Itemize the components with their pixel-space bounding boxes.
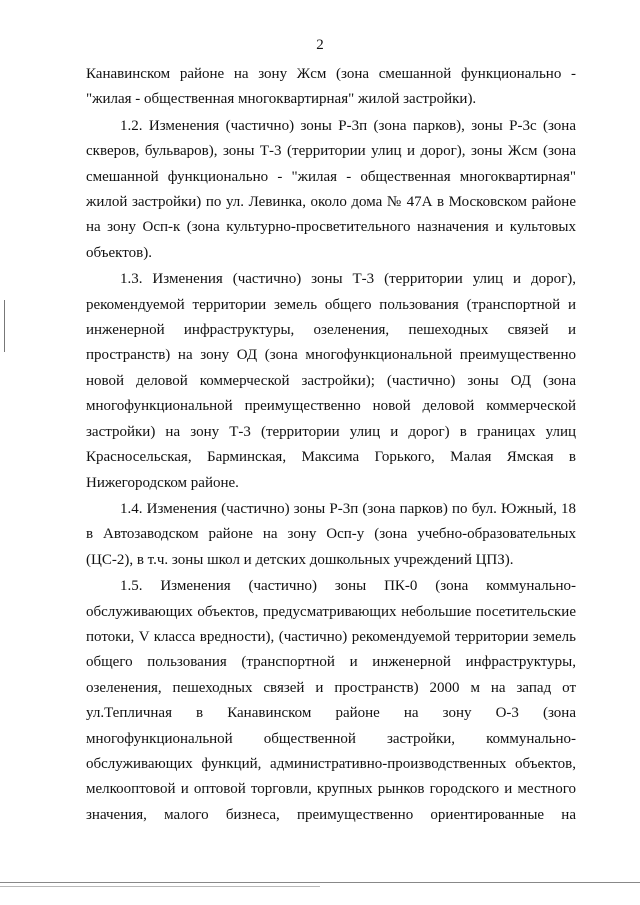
paragraph-continuation: Канавинском районе на зону Жсм (зона смешанной функционально - "жилая - общественная многоквартирная" жилой застройки).	[86, 66, 576, 108]
page-number: 2	[316, 37, 324, 53]
scan-bottom-line	[0, 882, 640, 883]
paragraph-1-4: 1.4. Изменения (частично) зоны Р-3п (зона парков) по бул. Южный, 18 в Автозаводском районе на зону Осп-у (зона учебно-образовательных (ЦС-2), в т.ч. зоны школ и детских дошкольных учреждений ЦПЗ).	[86, 500, 576, 568]
paragraph-1-3: 1.3. Изменения (частично) зоны Т-3 (территории улиц и дорог), рекомендуемой территории земель общего пользования (транспортной и инженерной инфраструктуры, озеленения, пешеходных связей и пространств) на зону ОД (зона многофункциональной преимущественно новой деловой коммерческой застройки); (частично) зоны ОД (зона многофункциональной преимущественно новой деловой коммерческой застройки) на зону Т-3 (территории улиц и дорог) в границах улиц Красносельская, Барминская, Максима Горького, Малая Ямская в Нижегородском районе.	[86, 271, 576, 491]
document-body	[86, 62, 576, 829]
paragraph-1-2: 1.2. Изменения (частично) зоны Р-3п (зона парков), зоны Р-3с (зона скверов, бульваров), зоны Т-3 (территории улиц и дорог), зоны Жсм (зона смешанной функционально - "жилая - общественная многоквартирная" жилой застройки) по ул. Левинка, около дома № 47А в Московском районе на зону Осп-к (зона культурно-просветительного назначения и культовых объектов).	[86, 117, 576, 261]
scan-bottom-line-2	[0, 886, 320, 887]
scan-margin-mark	[4, 300, 5, 352]
paragraph-1-5: 1.5. Изменения (частично) зоны ПК-0 (зона коммунально-обслуживающих объектов, предусматривающих небольшие посетительские потоки, V класса вредности), (частично) рекомендуемой территории земель общего пользования (транспортной и инженерной инфраструктуры, озеленения, пешеходных связей и пространств) 2000 м на запад от ул.Тепличная в Канавинском районе на зону О-3 (зона многофункциональной общественной застройки, коммунально-обслуживающих функций, административно-производственных объектов, мелкооптовой и оптовой торговли, крупных рынков городского и местного значения, малого бизнеса, преимущественно ориентированные на	[86, 578, 576, 823]
